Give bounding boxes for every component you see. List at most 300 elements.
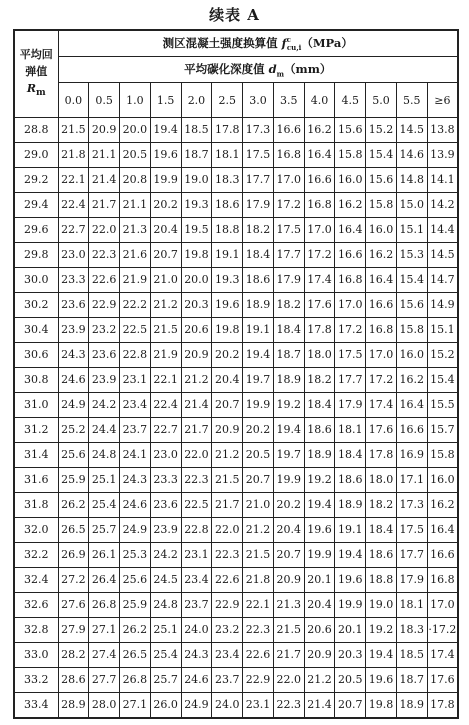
strength-value-cell: 17.0 <box>427 592 458 617</box>
strength-value-cell: 18.5 <box>396 642 427 667</box>
strength-value-cell: 19.4 <box>150 118 181 143</box>
strength-value-cell: 20.7 <box>335 692 366 718</box>
strength-value-cell: 19.6 <box>304 517 335 542</box>
strength-value-cell: 21.7 <box>273 642 304 667</box>
strength-value-cell: 24.3 <box>120 467 151 492</box>
table-body <box>14 118 458 719</box>
strength-value-cell: 19.4 <box>243 342 274 367</box>
strength-value-cell: 26.1 <box>89 542 120 567</box>
rebound-value-cell: 29.6 <box>14 217 58 242</box>
table-row <box>14 267 458 292</box>
strength-value-cell: 16.2 <box>396 367 427 392</box>
strength-value-cell: 17.6 <box>304 292 335 317</box>
strength-value-cell: 15.8 <box>366 192 397 217</box>
strength-value-cell: 16.2 <box>335 192 366 217</box>
strength-value-cell: 21.9 <box>150 342 181 367</box>
strength-value-cell: 22.6 <box>89 267 120 292</box>
rebound-value-cell: 31.8 <box>14 492 58 517</box>
table-row <box>14 167 458 192</box>
strength-value-cell: 18.4 <box>304 392 335 417</box>
strength-value-cell: 21.4 <box>304 692 335 718</box>
strength-value-cell: 22.9 <box>89 292 120 317</box>
strength-value-cell: 25.2 <box>58 417 89 442</box>
rebound-value-cell: 30.8 <box>14 367 58 392</box>
strength-value-cell: 19.2 <box>273 392 304 417</box>
strength-value-cell: 21.3 <box>120 217 151 242</box>
strength-value-cell: 24.2 <box>89 392 120 417</box>
strength-value-cell: 21.3 <box>273 592 304 617</box>
strength-value-cell: 24.4 <box>89 417 120 442</box>
strength-value-cell: 25.3 <box>120 542 151 567</box>
strength-value-cell: 25.1 <box>89 467 120 492</box>
table-row <box>14 367 458 392</box>
strength-value-cell: 16.0 <box>366 217 397 242</box>
strength-value-cell: 21.1 <box>120 192 151 217</box>
column-header: 2.5 <box>212 83 243 118</box>
strength-value-cell: 23.6 <box>150 492 181 517</box>
strength-value-cell: 17.2 <box>366 367 397 392</box>
strength-value-cell: 28.0 <box>89 692 120 718</box>
strength-value-cell: 26.5 <box>58 517 89 542</box>
strength-value-cell: 18.2 <box>243 217 274 242</box>
strength-value-cell: 15.6 <box>366 167 397 192</box>
strength-value-cell: 17.0 <box>304 217 335 242</box>
table-row <box>14 242 458 267</box>
strength-value-cell: 19.9 <box>273 467 304 492</box>
strength-value-cell: 23.1 <box>181 542 212 567</box>
strength-value-cell: 15.4 <box>366 142 397 167</box>
strength-value-cell: 24.9 <box>58 392 89 417</box>
strength-value-cell: 19.8 <box>181 242 212 267</box>
rebound-value-cell: 32.8 <box>14 617 58 642</box>
strength-value-cell: 22.4 <box>150 392 181 417</box>
strength-value-cell: 21.6 <box>120 242 151 267</box>
strength-value-cell: 18.2 <box>366 492 397 517</box>
strength-value-cell: 23.1 <box>243 692 274 718</box>
strength-value-cell: 19.1 <box>335 517 366 542</box>
strength-value-cell: 15.8 <box>396 317 427 342</box>
strength-value-cell: 24.6 <box>58 367 89 392</box>
strength-value-cell: 24.8 <box>150 592 181 617</box>
strength-value-cell: 17.4 <box>427 642 458 667</box>
rebound-value-cell: 31.4 <box>14 442 58 467</box>
strength-value-cell: 21.7 <box>89 192 120 217</box>
strength-value-cell: 14.8 <box>396 167 427 192</box>
strength-value-cell: 16.8 <box>427 567 458 592</box>
column-header: ≥6 <box>427 83 458 118</box>
strength-value-cell: 18.5 <box>181 118 212 143</box>
strength-value-cell: 16.9 <box>396 442 427 467</box>
strength-value-cell: 23.6 <box>89 342 120 367</box>
table-row <box>14 118 458 143</box>
strength-value-cell: 18.6 <box>366 542 397 567</box>
strength-value-cell: 17.8 <box>304 317 335 342</box>
table-row <box>14 442 458 467</box>
strength-value-cell: 27.2 <box>58 567 89 592</box>
strength-value-cell: 23.3 <box>150 467 181 492</box>
strength-value-cell: 25.4 <box>89 492 120 517</box>
strength-value-cell: 21.9 <box>120 267 151 292</box>
strength-value-cell: 17.2 <box>335 317 366 342</box>
table-row <box>14 467 458 492</box>
rebound-value-cell: 30.6 <box>14 342 58 367</box>
strength-value-cell: 24.0 <box>212 692 243 718</box>
strength-value-cell: 20.5 <box>335 667 366 692</box>
strength-value-cell: 18.6 <box>335 467 366 492</box>
column-header: 2.0 <box>181 83 212 118</box>
strength-value-cell: 22.3 <box>212 542 243 567</box>
strength-value-cell: 20.9 <box>212 417 243 442</box>
strength-value-cell: 16.6 <box>304 167 335 192</box>
strength-value-cell: 17.6 <box>427 667 458 692</box>
strength-value-cell: 16.6 <box>427 542 458 567</box>
strength-value-cell: 19.2 <box>304 467 335 492</box>
strength-value-cell: 19.6 <box>150 142 181 167</box>
strength-value-cell: 19.7 <box>273 442 304 467</box>
strength-value-cell: 21.5 <box>58 118 89 143</box>
table-row <box>14 492 458 517</box>
strength-value-cell: 17.3 <box>243 118 274 143</box>
strength-value-cell: 26.0 <box>150 692 181 718</box>
strength-value-cell: 21.0 <box>243 492 274 517</box>
strength-value-cell: 15.1 <box>427 317 458 342</box>
strength-value-cell: 23.4 <box>181 567 212 592</box>
strength-value-cell: 25.1 <box>150 617 181 642</box>
strength-value-cell: 18.6 <box>243 267 274 292</box>
strength-value-cell: 16.0 <box>335 167 366 192</box>
strength-value-cell: 20.6 <box>181 317 212 342</box>
strength-value-cell: 16.4 <box>304 142 335 167</box>
column-header: 1.5 <box>150 83 181 118</box>
rebound-value-cell: 32.6 <box>14 592 58 617</box>
rebound-value-cell: 29.4 <box>14 192 58 217</box>
strength-value-cell: 20.7 <box>212 392 243 417</box>
rebound-value-cell: 33.2 <box>14 667 58 692</box>
strength-value-cell: 18.6 <box>304 417 335 442</box>
strength-value-cell: 21.1 <box>89 142 120 167</box>
strength-value-cell: 23.7 <box>120 417 151 442</box>
strength-value-cell: 23.4 <box>120 392 151 417</box>
strength-value-cell: 19.1 <box>243 317 274 342</box>
rm-header-symbol: $R_m$ <box>26 82 46 99</box>
strength-value-cell: 22.3 <box>273 692 304 718</box>
strength-value-cell: 21.0 <box>150 267 181 292</box>
strength-value-cell: 26.4 <box>89 567 120 592</box>
strength-conversion-table <box>13 29 459 719</box>
strength-value-cell: 20.5 <box>120 142 151 167</box>
strength-value-cell: 21.4 <box>89 167 120 192</box>
strength-value-cell: 14.4 <box>427 217 458 242</box>
strength-value-cell: 25.9 <box>120 592 151 617</box>
strength-value-cell: 23.9 <box>58 317 89 342</box>
strength-value-cell: 23.2 <box>89 317 120 342</box>
strength-value-cell: 18.3 <box>396 617 427 642</box>
strength-value-cell: 15.4 <box>427 367 458 392</box>
strength-value-cell: 18.9 <box>396 692 427 718</box>
strength-value-cell: 22.2 <box>120 292 151 317</box>
strength-value-cell: 23.4 <box>212 642 243 667</box>
strength-value-cell: 15.8 <box>335 142 366 167</box>
strength-value-cell: 19.0 <box>366 592 397 617</box>
strength-value-cell: 28.2 <box>58 642 89 667</box>
rm-header-line1: 平均回 <box>19 48 53 62</box>
strength-value-cell: 16.8 <box>304 192 335 217</box>
strength-value-cell: 22.8 <box>181 517 212 542</box>
strength-value-cell: 18.7 <box>273 342 304 367</box>
strength-value-cell: 18.7 <box>181 142 212 167</box>
strength-value-cell: 24.3 <box>181 642 212 667</box>
strength-header: 测区混凝土强度换算值 $f^c_{cu,i}(MPa)$ <box>58 30 458 57</box>
strength-value-cell: 17.9 <box>273 267 304 292</box>
strength-value-cell: 17.9 <box>396 567 427 592</box>
strength-value-cell: 18.4 <box>335 442 366 467</box>
strength-value-cell: 23.0 <box>150 442 181 467</box>
strength-value-cell: 22.4 <box>58 192 89 217</box>
strength-value-cell: 20.4 <box>150 217 181 242</box>
strength-value-cell: 17.2 <box>273 192 304 217</box>
strength-value-cell: 27.6 <box>58 592 89 617</box>
strength-value-cell: 26.9 <box>58 542 89 567</box>
strength-value-cell: 16.4 <box>335 217 366 242</box>
strength-value-cell: 20.1 <box>335 617 366 642</box>
strength-value-cell: 23.1 <box>120 367 151 392</box>
strength-value-cell: 22.6 <box>212 567 243 592</box>
strength-value-cell: 22.1 <box>243 592 274 617</box>
strength-value-cell: 17.8 <box>427 692 458 718</box>
strength-value-cell: 16.0 <box>427 467 458 492</box>
table-caption: 续表 A <box>209 6 260 24</box>
strength-value-cell: 18.4 <box>273 317 304 342</box>
strength-value-cell: 17.5 <box>273 217 304 242</box>
strength-value-cell: 20.2 <box>212 342 243 367</box>
strength-value-cell: 17.1 <box>396 467 427 492</box>
table-row <box>14 617 458 642</box>
strength-value-cell: 19.3 <box>181 192 212 217</box>
strength-value-cell: 18.8 <box>212 217 243 242</box>
column-header: 0.5 <box>89 83 120 118</box>
strength-value-cell: 17.5 <box>396 517 427 542</box>
strength-value-cell: 20.9 <box>273 567 304 592</box>
column-header: 4.5 <box>335 83 366 118</box>
rebound-value-cell: 32.2 <box>14 542 58 567</box>
strength-value-cell: 21.8 <box>243 567 274 592</box>
rm-header-cell <box>14 30 58 118</box>
rebound-value-cell: 28.8 <box>14 118 58 143</box>
strength-value-cell: 21.2 <box>304 667 335 692</box>
column-header: 3.0 <box>243 83 274 118</box>
strength-value-cell: 22.6 <box>243 642 274 667</box>
rebound-value-cell: 31.0 <box>14 392 58 417</box>
strength-value-cell: 24.9 <box>181 692 212 718</box>
strength-value-cell: 23.2 <box>212 617 243 642</box>
strength-value-cell: 18.7 <box>396 667 427 692</box>
column-header: 5.5 <box>396 83 427 118</box>
strength-value-cell: 19.9 <box>335 592 366 617</box>
strength-value-cell: 21.2 <box>243 517 274 542</box>
rm-header-line2: 弹值 <box>25 65 48 79</box>
strength-value-cell: 13.9 <box>427 142 458 167</box>
table-row <box>14 392 458 417</box>
strength-value-cell: 14.1 <box>427 167 458 192</box>
table-row <box>14 142 458 167</box>
table-row <box>14 592 458 617</box>
strength-value-cell: 20.6 <box>304 617 335 642</box>
strength-value-cell: 19.6 <box>212 292 243 317</box>
strength-value-cell: 13.8 <box>427 118 458 143</box>
strength-value-cell: 20.4 <box>212 367 243 392</box>
strength-value-cell: 16.6 <box>335 242 366 267</box>
strength-value-cell: 25.7 <box>150 667 181 692</box>
strength-value-cell: 17.8 <box>212 118 243 143</box>
strength-value-cell: 23.0 <box>58 242 89 267</box>
strength-value-cell: 14.9 <box>427 292 458 317</box>
strength-value-cell: 27.1 <box>120 692 151 718</box>
strength-value-cell: 19.9 <box>304 542 335 567</box>
carbonation-depth-columns <box>14 83 458 118</box>
strength-value-cell: 19.5 <box>181 217 212 242</box>
strength-value-cell: 23.7 <box>181 592 212 617</box>
strength-value-cell: 18.1 <box>212 142 243 167</box>
strength-value-cell: 22.0 <box>89 217 120 242</box>
strength-value-cell: 26.5 <box>120 642 151 667</box>
strength-value-cell: 18.9 <box>273 367 304 392</box>
rebound-value-cell: 29.0 <box>14 142 58 167</box>
table-row <box>14 217 458 242</box>
strength-value-cell: 17.8 <box>366 442 397 467</box>
strength-value-cell: 15.2 <box>427 342 458 367</box>
strength-value-cell: 18.1 <box>396 592 427 617</box>
strength-value-cell: 26.2 <box>58 492 89 517</box>
strength-value-cell: 18.0 <box>366 467 397 492</box>
strength-value-cell: 15.0 <box>396 192 427 217</box>
strength-value-cell: 24.5 <box>150 567 181 592</box>
strength-value-cell: 17.7 <box>396 542 427 567</box>
strength-value-cell: 17.7 <box>335 367 366 392</box>
rebound-value-cell: 33.4 <box>14 692 58 718</box>
strength-value-cell: 21.2 <box>150 292 181 317</box>
strength-value-cell: 24.2 <box>150 542 181 567</box>
strength-value-cell: 22.8 <box>120 342 151 367</box>
strength-value-cell: 28.9 <box>58 692 89 718</box>
strength-value-cell: 20.3 <box>335 642 366 667</box>
strength-value-cell: 18.6 <box>212 192 243 217</box>
strength-value-cell: 28.6 <box>58 667 89 692</box>
strength-value-cell: 14.5 <box>427 242 458 267</box>
strength-value-cell: 17.9 <box>335 392 366 417</box>
strength-value-cell: 18.4 <box>366 517 397 542</box>
strength-value-cell: 19.3 <box>212 267 243 292</box>
table-row <box>14 667 458 692</box>
strength-value-cell: 23.3 <box>58 267 89 292</box>
strength-value-cell: 22.3 <box>181 467 212 492</box>
strength-value-cell: 21.2 <box>212 442 243 467</box>
rebound-value-cell: 32.4 <box>14 567 58 592</box>
strength-value-cell: 19.1 <box>212 242 243 267</box>
strength-value-cell: 16.6 <box>396 417 427 442</box>
strength-value-cell: 18.9 <box>304 442 335 467</box>
strength-value-cell: 20.9 <box>181 342 212 367</box>
rebound-value-cell: 29.8 <box>14 242 58 267</box>
strength-value-cell: 20.4 <box>304 592 335 617</box>
strength-value-cell: 17.7 <box>243 167 274 192</box>
strength-value-cell: 22.3 <box>243 617 274 642</box>
strength-value-cell: 19.6 <box>335 567 366 592</box>
strength-value-cell: 19.4 <box>366 642 397 667</box>
strength-value-cell: 22.9 <box>243 667 274 692</box>
strength-value-cell: 18.3 <box>212 167 243 192</box>
strength-value-cell: 22.0 <box>273 667 304 692</box>
strength-value-cell: 15.6 <box>396 292 427 317</box>
column-header: 5.0 <box>366 83 397 118</box>
strength-value-cell: 18.9 <box>335 492 366 517</box>
rebound-value-cell: 29.2 <box>14 167 58 192</box>
strength-value-cell: 19.7 <box>243 367 274 392</box>
strength-value-cell: 20.4 <box>273 517 304 542</box>
strength-value-cell: 20.7 <box>273 542 304 567</box>
strength-value-cell: 19.4 <box>335 542 366 567</box>
strength-value-cell: 22.5 <box>120 317 151 342</box>
strength-value-cell: 24.1 <box>120 442 151 467</box>
strength-value-cell: 22.1 <box>58 167 89 192</box>
strength-value-cell: 20.9 <box>89 118 120 143</box>
strength-value-cell: 26.8 <box>120 667 151 692</box>
strength-value-cell: 18.0 <box>304 342 335 367</box>
strength-value-cell: 17.6 <box>366 417 397 442</box>
strength-value-cell: 20.9 <box>304 642 335 667</box>
strength-value-cell: 14.5 <box>396 118 427 143</box>
strength-value-cell: 18.2 <box>304 367 335 392</box>
strength-value-cell: 24.3 <box>58 342 89 367</box>
strength-value-cell: 25.6 <box>120 567 151 592</box>
strength-value-cell: 19.8 <box>366 692 397 718</box>
strength-value-cell: 27.4 <box>89 642 120 667</box>
rebound-value-cell: 30.2 <box>14 292 58 317</box>
rebound-value-cell: 33.0 <box>14 642 58 667</box>
strength-value-cell: 16.4 <box>366 267 397 292</box>
strength-value-cell: 22.5 <box>181 492 212 517</box>
strength-value-cell: 21.2 <box>181 367 212 392</box>
strength-value-cell: 17.4 <box>366 392 397 417</box>
strength-value-cell: 23.9 <box>150 517 181 542</box>
strength-value-cell: 16.8 <box>335 267 366 292</box>
table-row <box>14 567 458 592</box>
strength-value-cell: 16.4 <box>427 517 458 542</box>
strength-value-cell: 21.5 <box>150 317 181 342</box>
rebound-value-cell: 32.0 <box>14 517 58 542</box>
table-row <box>14 642 458 667</box>
strength-value-cell: 15.5 <box>427 392 458 417</box>
rebound-value-cell: 31.6 <box>14 467 58 492</box>
table-row <box>14 517 458 542</box>
strength-value-cell: 18.4 <box>243 242 274 267</box>
strength-value-cell: 22.7 <box>150 417 181 442</box>
strength-value-cell: 15.6 <box>335 118 366 143</box>
strength-value-cell: 14.6 <box>396 142 427 167</box>
strength-value-cell: 22.9 <box>212 592 243 617</box>
column-header: 0.0 <box>58 83 89 118</box>
carbonation-header: 平均碳化深度值 $d_m(mm)$ <box>58 57 458 83</box>
strength-value-cell: 20.1 <box>304 567 335 592</box>
strength-value-cell: 16.6 <box>273 118 304 143</box>
table-row <box>14 292 458 317</box>
strength-value-cell: 21.7 <box>212 492 243 517</box>
strength-value-cell: 18.9 <box>243 292 274 317</box>
table-row <box>14 192 458 217</box>
strength-value-cell: 15.7 <box>427 417 458 442</box>
strength-value-cell: 25.9 <box>58 467 89 492</box>
strength-value-cell: 19.0 <box>181 167 212 192</box>
strength-value-cell: 20.5 <box>243 442 274 467</box>
